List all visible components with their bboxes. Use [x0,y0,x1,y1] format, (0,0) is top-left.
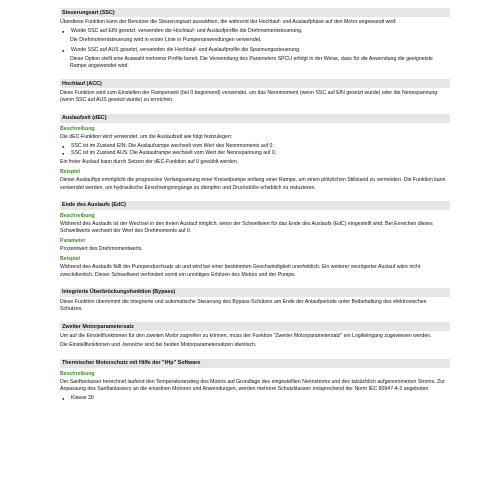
subheading: Beschreibung [60,125,95,132]
section-title: Integrierte Überbrückungsfunktion (Bypass) [60,288,450,297]
paragraph: Diese Funktion übernimmt die integrierte und automatische Steuerung des Bypass-Schützes am Ende der Anlaufperiode unter Beibehaltung des elektronischen Schutzes. [60,298,427,313]
list-item: ● SSC ist im Zustand AUS: Die Auslauframpe wechselt vom Wert der Nennspannung auf 0. [70,150,450,157]
section-ende-auslauf [60,201,450,279]
paragraph: Ein freier Auslauf kann durch Setzen der dEC-Funktion auf 0 gewählt werden. [60,159,239,166]
list-item: ● Klasse 30 [70,395,450,402]
paragraph: Während des Auslaufs fällt der Pumpendurchsatz ab und wird bei einer bestimmten Geschwindigkeit unerheblich. Ein weiterer verzögerter Auslauf wäre nicht zweckdienlich. Dieser Schwellwert verhindert somit ein unnötiges Erhitzen des Motors und der Pumpe. [60,264,421,278]
section-bypass [60,288,450,313]
bullet-list [60,395,450,402]
paragraph: Die dEC-Funktion wird verwendet, um die Auslaufzeit wie folgt festzulegen: [60,133,233,140]
list-item-text: Wurde SSC auf AUS gesetzt, verwenden die Hochlauf- und Auslaufprofile die Spannungssteuerung. [71,46,301,53]
indented-note: Diese Option stellt eine Auswahl mehrerer Profile bereit. Die Verwendung des Parameters SPCU erfolgt in der Weise, dass für die Anwendung die geeignetste Rampe angewendet wird. [70,55,433,70]
subheading: Beschreibung [60,370,95,377]
paragraph: Überdiese Funktion kann der Benutzer die Steuerungsart auswählen, die während der Hochlauf- und Auslaufphase auf den Motor angewandt wird: [60,19,397,25]
indented-note: Die Drehmomentsteuerung wird in erster Linie in Pumpenanwendungen verwendet. [70,37,262,44]
subheading: Beschreibung [60,212,95,219]
section-title: Steuerungsart (SSC) [60,8,450,17]
section-steuerungsart [60,8,450,70]
section-title: Auslaufzeit (dEC) [60,114,450,123]
subheading: Beispiel [60,169,80,176]
paragraph: Die Einstellfunktionen und -bereiche sind bei beiden Motorparametersätzen identisch. [60,342,257,349]
paragraph: Während des Auslaufs ist der Wechsel in den freien Auslauf möglich, wenn der Schwellwert für das Ende des Auslaufs (EdC) eingestellt wird. Bei Erreichen dieses Schwellwerts wechselt der Wert des Drehmoments auf 0. [60,220,433,235]
section-hochlauf [60,79,450,104]
list-item: ● SSC ist im Zustand EIN: Die Auslauframpe wechselt vom Wert des Nennmoments auf 0. [70,143,450,150]
subheading: Parameter [60,238,86,245]
paragraph: Dieser Auslauftyp ermöglicht die progressive Verlangsamung einer Kreiselpumpe entlang einer Rampe, um einen plötzlichen Stillstand zu vermeiden. Die Funktion kann verwendet werden, um hydraulische Einschwingvorgänge zu dämpfen und Druckstöße erheblich zu reduzieren. [60,177,446,191]
section-title: Thermischer Motorschutz mit Hilfe der "tHp" Software [60,359,450,368]
bullet-list [60,143,450,157]
section-zweiter-motor [60,322,450,349]
section-motorschutz [60,359,450,403]
section-auslaufzeit [60,114,450,192]
paragraph: Um auf die Einstellfunktionen für den zweiten Motor zugreifen zu können, muss der Funktion "Zweiter Motorparametersatz" ein Logikeingang zugewiesen werden. [60,333,432,340]
subheading: Beispiel [60,256,80,263]
bullet-list [60,28,450,35]
list-item [70,28,450,35]
list-item [70,47,450,54]
paragraph: Der Sanftanlasser berechnet laufend den Temperaturanstieg des Motors auf Grundlage des eingestellten Nennstroms und des tatsächlich aufgenommenen Stroms. Zur Anpassung des Sanftanlassers an die einzelnen Motoren und Anwendungen, werden mehrere Schutzklassen entsprechend der Norm IEC 60947-4-2 angeboten. [60,378,445,392]
section-title: Hochlauf (ACC) [60,79,450,88]
section-title: Zweiter Motorparametersatz [60,322,450,331]
section-title: Ende des Auslaufs (EdC) [60,201,450,210]
paragraph: Diese Funktion wird zum Einstellen der Rampenzeit (bei 0 beginnend) verwendet, um das Nennmoment (wenn SSC auf EIN gesetzt wurde) oder die Nennspannung (wenn SSC auf AUS gesetzt wurde) zu erreichen. [60,90,438,104]
list-item-text: Wurde SSC auf EIN gesetzt, verwenden die Hochlauf- und Auslaufprofile die Drehmomentsteuerung. [71,28,303,35]
bullet-list [60,47,450,54]
paragraph: Prozentwert des Drehmomentwerts. [60,246,143,253]
